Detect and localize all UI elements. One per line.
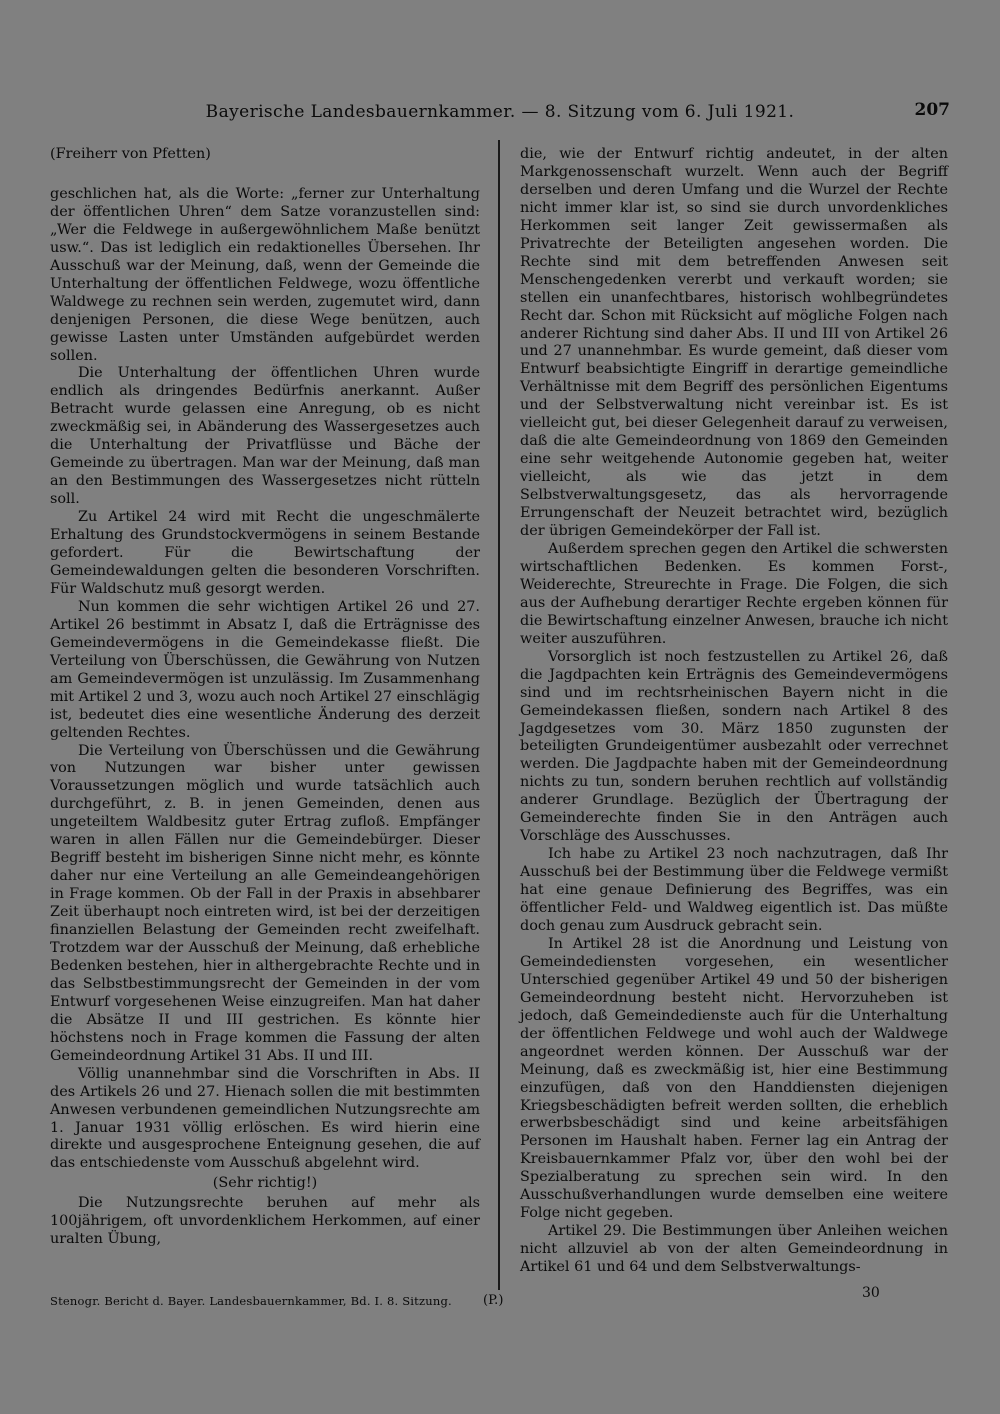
page-number: 207 (914, 100, 950, 120)
right-column (520, 146, 948, 1277)
paragraph: geschlichen hat, als die Worte: „ferner zur Unterhaltung der öffentlichen Uhren“ dem Satze voranzustellen sind: „Wer die Feldwege in außergewöhnlichem Maße benützt usw.“. Das ist lediglich ein redaktionelles Übersehen. Ihr Ausschuß war der Meinung, daß, wenn der Gemeinde die Unterhaltung der öffentlichen Feldwege, wozu öffentliche Waldwege zu rechnen sein werden, zugemutet wird, dann denjenigen Personen, die diese Wege benützen, auch gewisse Lasten unter Umständen aufgebürdet werden sollen. (50, 185, 480, 364)
paragraph: die, wie der Entwurf richtig andeutet, in der alten Markgenossenschaft wurzelt. Wenn auch der Begriff derselben und deren Umfang und die Wurzel der Rechte nicht immer klar ist, so sind sie durch unvordenkliches Herkommen seit langer Zeit gewissermaßen als Privatrechte der Beteiligten angesehen worden. Die Rechte sind mit dem betreffenden Anwesen seit Menschengedenken vererbt und verkauft worden; sie stellen ein unanfechtbares, historisch wohlbegründetes Recht dar. Schon mit Rücksicht auf mögliche Folgen nach anderer Richtung sind daher Abs. II und III von Artikel 26 und 27 unannehmbar. Es wurde gemeint, daß dieser vom Entwurf beabsichtigte Eingriff in derartige gemeindliche Verhältnisse mit dem Begriff des persönlichen Eigentums und der Selbstverwaltung nicht vereinbar ist. Es ist vielleicht gut, bei dieser Gelegenheit darauf zu verweisen, daß die alte Gemeindeordnung von 1869 den Gemeinden eine sehr weitgehende Autonomie gegeben hat, weiter vielleicht, als wie das jetzt in dem Selbstverwaltungsgesetz, das als hervorragende Errungenschaft der Neuzeit betrachtet wird, bezüglich der übrigen Gemeindekörper der Fall ist. (520, 146, 948, 540)
paragraph: Die Verteilung von Überschüssen und die Gewährung von Nutzungen war bisher unter gewissen Voraussetzungen möglich und wurde tatsächlich auch durchgeführt, z. B. in jenen Gemeinden, denen aus ungeteiltem Waldbesitz guter Ertrag zufloß. Empfänger waren in allen Fällen nur die Gemeindebürger. Dieser Begriff besteht im bisherigen Sinne nicht mehr, es könnte daher nur eine Verteilung an alle Gemeindeangehörigen in Frage kommen. Ob der Fall in der Praxis in absehbarer Zeit überhaupt noch eintreten wird, ist bei der derzeitigen finanziellen Belastung der Gemeinden recht zweifelhaft. Trotzdem war der Ausschuß der Meinung, daß erhebliche Bedenken bestehen, hier in althergebrachte Rechte und in das Selbstbestimmungsrecht der Gemeinden in der vom Entwurf vorgesehenen Weise einzugreifen. Man hat daher die Absätze II und III gestrichen. Es könnte hier höchstens noch in Frage kommen die Fassung der alten Gemeindeordnung Artikel 31 Abs. II und III. (50, 742, 480, 1064)
paragraph: Die Unterhaltung der öffentlichen Uhren wurde endlich als dringendes Bedürfnis anerkannt. Außer Betracht wurde gelassen eine Anregung, ob es nicht zweckmäßig sei, in Abänderung des Wassergesetzes auch die Unterhaltung der Privatflüsse und Bäche der Gemeinde zu übertragen. Man war der Meinung, daß man an den Bestimmungen des Wassergesetzes nicht rütteln soll. (50, 365, 480, 508)
paragraph: Vorsorglich ist noch festzustellen zu Artikel 26, daß die Jagdpachten kein Erträgnis des Gemeindevermögens sind und im rechtsrheinischen Bayern nicht in die Gemeindekassen fließen, sondern nach Artikel 8 des Jagdgesetzes vom 30. März 1850 zugunsten der beteiligten Grundeigentümer ausbezahlt oder verrechnet werden. Die Jagdpachte haben mit der Gemeindeordnung nichts zu tun, sondern beruhen rechtlich auf vollständig anderer Grundlage. Bezüglich der Übertragung der Gemeinderechte finden Sie in den Anträgen auch Vorschläge des Ausschusses. (520, 648, 948, 845)
page-header (50, 100, 950, 126)
paragraph: Außerdem sprechen gegen den Artikel die schwersten wirtschaftlichen Bedenken. Es kommen Forst-, Weiderechte, Streurechte in Frage. Die Folgen, die sich aus der Aufhebung derartiger Rechte ergeben können für die Bewirtschaftung einzelner Anwesen, brauche ich nicht weiter auszuführen. (520, 540, 948, 647)
paragraph: Die Nutzungsrechte beruhen auf mehr als 100jährigem, oft unvordenklichem Herkommen, auf einer uralten Übung, (50, 1195, 480, 1248)
speaker-name: (Freiherr von Pfetten) (50, 146, 211, 162)
running-head: Bayerische Landesbauernkammer. — 8. Sitzung vom 6. Juli 1921. (205, 102, 795, 122)
footer-mark: (P.) (483, 1293, 504, 1308)
paragraph: Nun kommen die sehr wichtigen Artikel 26 und 27. Artikel 26 bestimmt in Absatz I, daß die Erträgnisse des Gemeindevermögens in die Gemeindekasse fließt. Die Verteilung von Überschüssen, die Gewährung von Nutzen am Gemeindevermögen ist unzulässig. Im Zusammenhang mit Artikel 2 und 3, wozu auch noch Artikel 27 einschlägig ist, bedeutet dies eine wesentliche Änderung des derzeit geltenden Rechtes. (50, 598, 480, 741)
paragraph: In Artikel 28 ist die Anordnung und Leistung von Gemeindediensten vorgesehen, ein wesentlicher Unterschied gegenüber Artikel 49 und 50 der bisherigen Gemeindeordnung besteht nicht. Hervorzuheben ist jedoch, daß Gemeindedienste auch für die Unterhaltung der öffentlichen Feldwege und wohl auch der Waldwege angeordnet werden können. Der Ausschuß war der Meinung, daß es zweckmäßig ist, hier eine Bestimmung einzufügen, daß von den Handdiensten diejenigen Kriegsbeschädigten befreit werden sollten, die erheblich erwerbsbeschädigt sind und keine arbeitsfähigen Personen im Haushalt haben. Ferner lag ein Antrag der Kreisbauernkammer Pfalz vor, über den wohl bei der Spezialberatung zu sprechen sein wird. In den Ausschußverhandlungen wurde demselben eine weitere Folge nicht gegeben. (520, 935, 948, 1222)
paragraph: Artikel 29. Die Bestimmungen über Anleihen weichen nicht allzuviel ab von der alten Gemeindeordnung in Artikel 61 und 64 und dem Selbstverwaltungs- (520, 1223, 948, 1276)
paragraph: Völlig unannehmbar sind die Vorschriften in Abs. II des Artikels 26 und 27. Hienach sollen die mit bestimmten Anwesen verbundenen gemeindlichen Nutzungsrechte am 1. Januar 1931 völlig erlöschen. Es wird hierin eine direkte und ausgesprochene Enteignung gesehen, die auf das entschiedenste vom Ausschuß abgelehnt wird. (50, 1065, 480, 1172)
left-column (50, 146, 480, 1249)
paragraph: Ich habe zu Artikel 23 noch nachzutragen, daß Ihr Ausschuß bei der Bestimmung über die Feldwege vermißt hat eine genaue Definierung des Begriffes, was ein öffentlicher Feld- und Waldweg eigentlich ist. Das müßte doch genau zum Ausdruck gebracht sein. (520, 846, 948, 934)
footer-source: Stenogr. Bericht d. Bayer. Landesbauernkammer, Bd. I. 8. Sitzung. (50, 1294, 452, 1308)
signature-number: 30 (862, 1285, 880, 1301)
paragraph: Zu Artikel 24 wird mit Recht die ungeschmälerte Erhaltung des Grundstockvermögens in seinem Bestande gefordert. Für die Bewirtschaftung der Gemeindewaldungen gelten die besonderen Vorschriften. Für Waldschutz muß gesorgt werden. (50, 509, 480, 597)
interjection: (Sehr richtig!) (212, 1175, 318, 1192)
column-divider (498, 140, 500, 1290)
